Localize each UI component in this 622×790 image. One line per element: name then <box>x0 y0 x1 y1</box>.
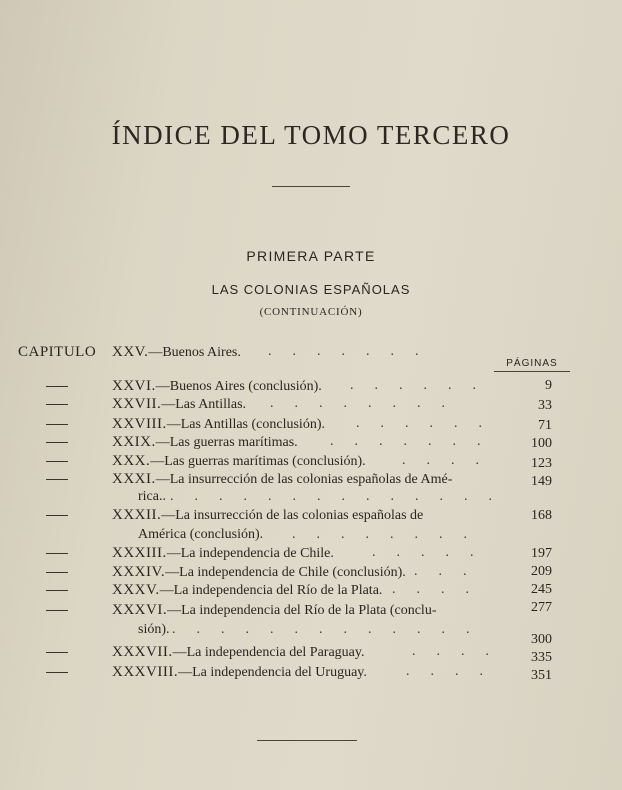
end-rule <box>257 740 357 741</box>
page-number: 123 <box>531 456 552 471</box>
pages-column-header: PÁGINAS <box>506 358 558 369</box>
chapter-title: —La insurrección de las colonias españolas de <box>161 508 424 523</box>
chapter-number: XXXVI. <box>112 602 168 618</box>
page-number: 71 <box>538 418 552 433</box>
page-number-cell <box>0 562 622 582</box>
page-number: 300 <box>531 632 552 647</box>
dot-leader: . . . . . . . <box>330 434 481 449</box>
chapter-number: XXX. <box>112 453 151 469</box>
chapter-number: XXV. <box>112 344 149 360</box>
dot-leader: . . . <box>414 564 467 579</box>
page-number-cell <box>0 580 622 600</box>
pages-header-rule <box>494 371 570 372</box>
toc-entry <box>0 487 622 507</box>
toc-entry <box>0 525 622 545</box>
dot-leader: . . . . <box>412 644 489 659</box>
page-number-cell <box>0 544 622 564</box>
chapter-number: XXVIII. <box>112 416 167 432</box>
toc-entry-text <box>138 525 263 545</box>
page-number-cell <box>0 396 622 416</box>
dot-leader: . . . . . . . . <box>270 396 445 411</box>
chapter-title: América (conclusión). <box>138 527 264 542</box>
chapter-title: —Buenos Aires (conclusión). <box>155 379 322 394</box>
chapter-number: XXXI. <box>112 471 156 487</box>
page-number: 351 <box>531 668 552 683</box>
dot-leader: . . . . . . <box>356 416 482 431</box>
part-heading: PRIMERA PARTE <box>246 248 376 264</box>
toc-entry-text <box>112 342 241 363</box>
page-number: 100 <box>531 436 552 451</box>
chapter-number: XXVI. <box>112 378 156 394</box>
dot-leader: . . . . . . . . . . . . . . <box>170 489 492 504</box>
page-number: 33 <box>538 398 552 413</box>
dot-leader: . . . . . . . <box>268 344 419 359</box>
dot-leader: . . . . <box>402 453 479 468</box>
chapter-title: —Buenos Aires. <box>148 345 241 360</box>
page-number: 9 <box>545 378 552 393</box>
chapter-title: —La independencia del Río de la Plata (conclu- <box>167 603 437 618</box>
chapter-number: XXXV. <box>112 582 160 598</box>
chapter-title: —La independencia del Uruguay. <box>178 665 367 680</box>
page-number: 149 <box>531 474 552 489</box>
dot-leader: . . . . . <box>372 545 474 560</box>
continuation-note: (CONTINUACIÓN) <box>259 306 363 318</box>
dot-leader: . . . . . . . . . . . . . <box>172 622 470 637</box>
page-number: 209 <box>531 564 552 579</box>
chapter-number: XXXII. <box>112 507 162 523</box>
dot-leader: . . . . . . <box>350 378 476 393</box>
chapter-title: —La independencia del Río de la Plata. <box>159 583 383 598</box>
dot-leader: . . . . . . . . <box>292 527 467 542</box>
page-title: ÍNDICE DEL TOMO TERCERO <box>111 120 511 150</box>
page-number: 197 <box>531 546 552 561</box>
chapter-title: sión). <box>138 622 170 637</box>
chapter-number: XXVII. <box>112 396 162 412</box>
chapter-title: —Las guerras marítimas (conclusión). <box>150 454 366 469</box>
page-number-cell <box>0 666 622 686</box>
chapter-title: rica.. <box>138 489 166 504</box>
chapter-title: —Las Antillas. <box>161 397 247 412</box>
page-number: 335 <box>531 650 552 665</box>
page-number: 245 <box>531 582 552 597</box>
chapter-number: XXXVII. <box>112 644 173 660</box>
chapter-title: —Las Antillas (conclusión). <box>166 417 325 432</box>
dot-leader: . . . . <box>392 582 469 597</box>
chapter-title: —La independencia de Chile. <box>166 546 334 561</box>
page-number: 168 <box>531 508 552 523</box>
chapter-title: —La independencia del Paraguay. <box>172 645 365 660</box>
page-number: 277 <box>531 600 552 615</box>
chapter-number: XXIX. <box>112 434 156 450</box>
page-number-cell <box>0 376 622 396</box>
chapter-title: —La independencia de Chile (conclusión). <box>165 565 406 580</box>
dot-leader: . . . . <box>406 664 483 679</box>
chapter-number: XXXIII. <box>112 545 167 561</box>
chapter-number: XXXIV. <box>112 564 166 580</box>
toc-entry-text <box>138 487 166 507</box>
part-subtitle: LAS COLONIAS ESPAÑOLAS <box>211 282 411 297</box>
chapter-label: CAPITULO <box>18 344 97 360</box>
title-rule <box>272 186 350 187</box>
chapter-number: XXXVIII. <box>112 664 179 680</box>
toc-entry <box>0 342 622 362</box>
chapter-title: —La insurrección de las colonias españolas de Amé- <box>155 472 453 487</box>
page-number-cell <box>0 598 622 618</box>
page-number-cell <box>0 506 622 526</box>
chapter-title: —Las guerras marítimas. <box>155 435 298 450</box>
